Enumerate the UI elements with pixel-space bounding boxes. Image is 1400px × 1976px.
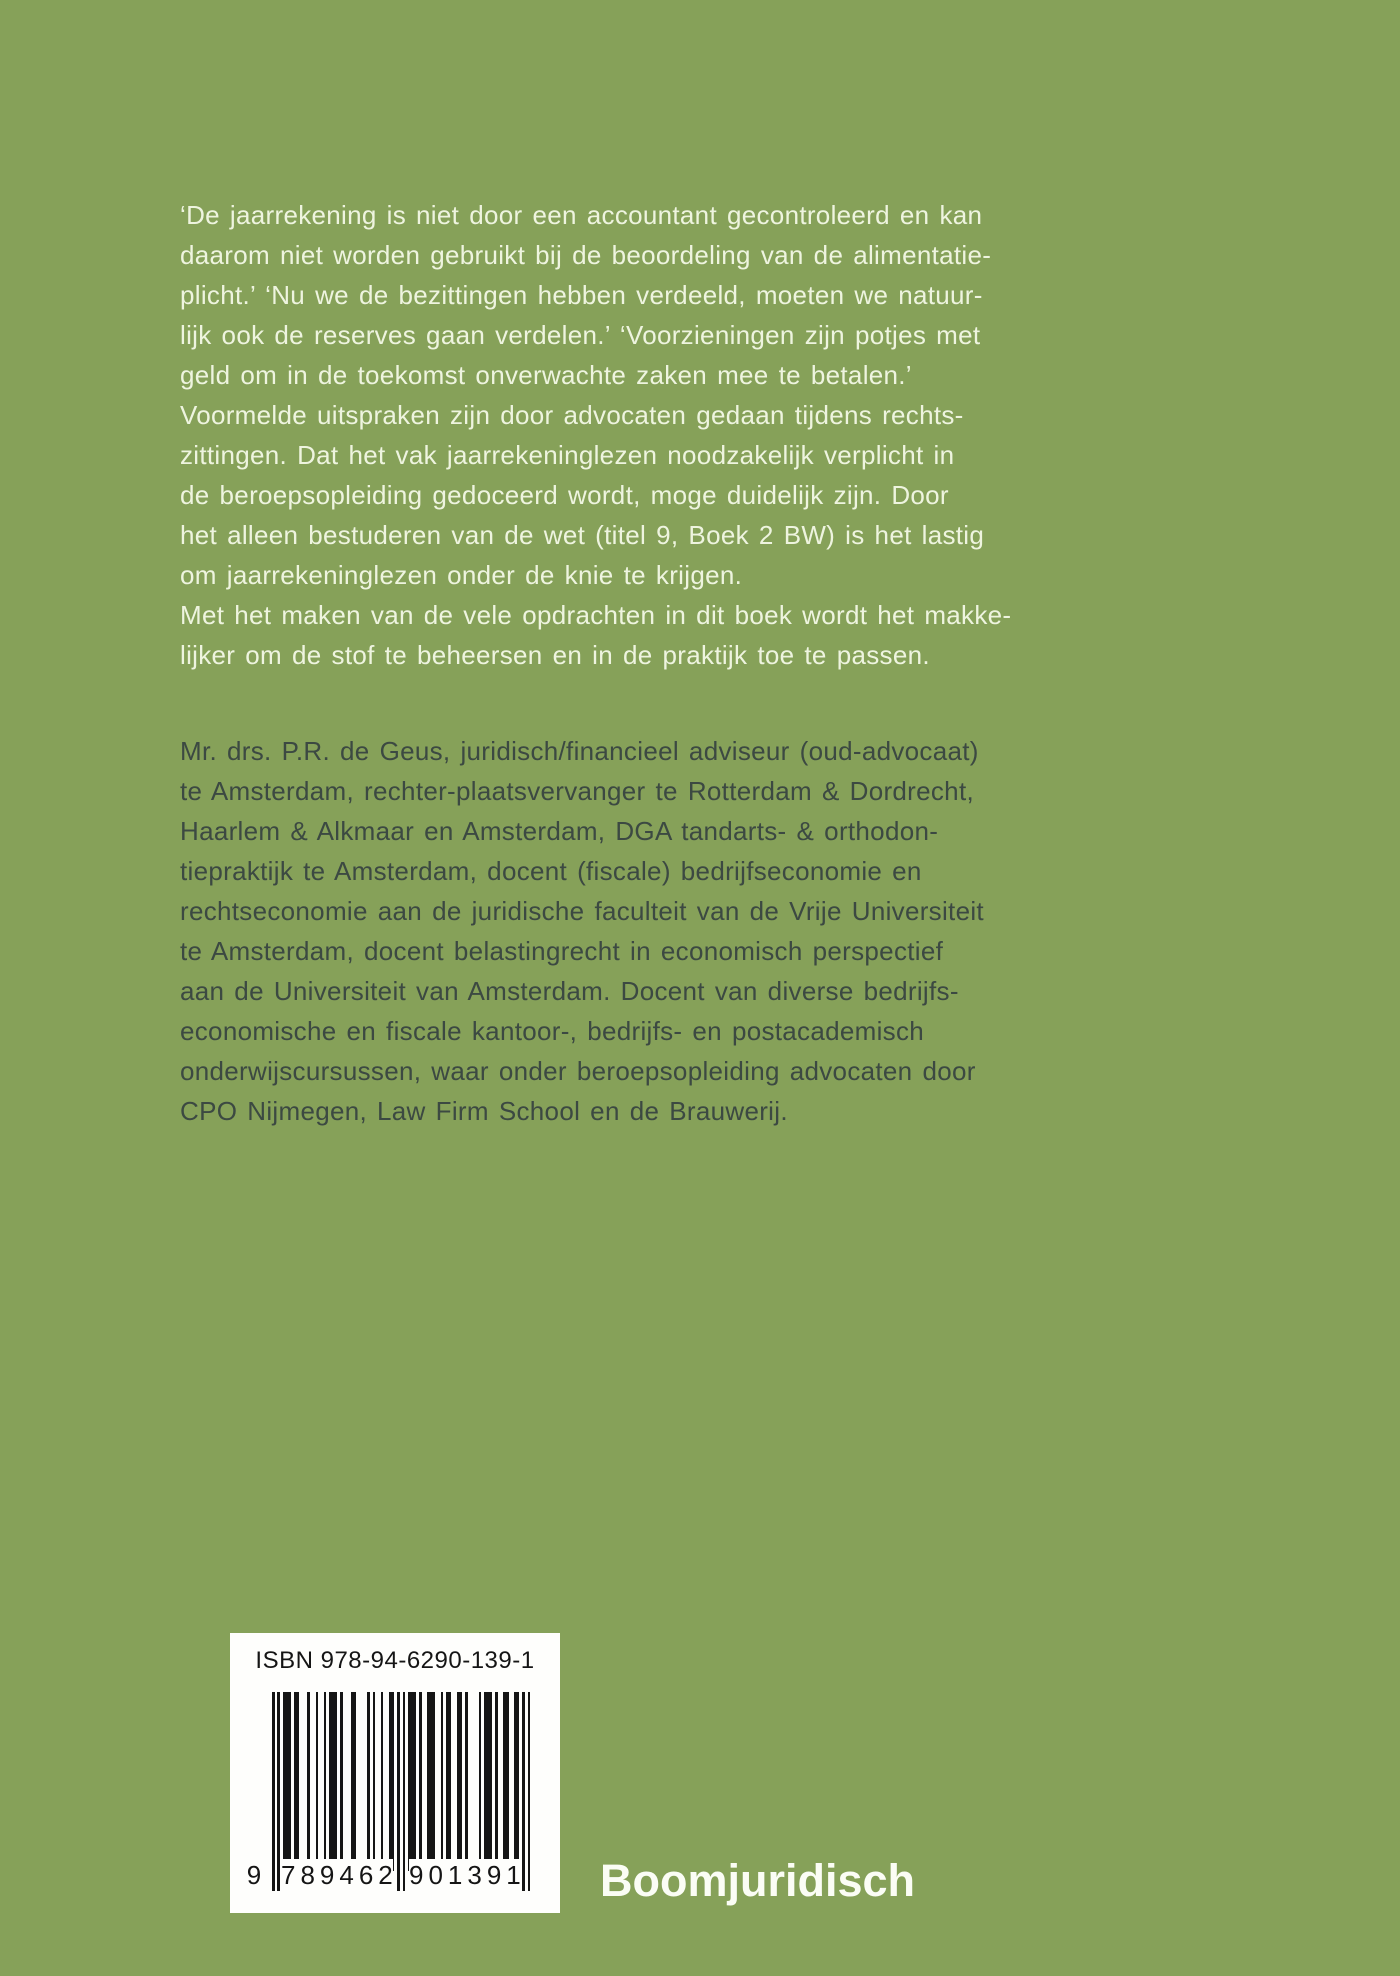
quote-line: Met het maken van de vele opdrachten in dit boek wordt het makke- [180, 600, 1012, 630]
quote-line: lijk ook de reserves gaan verdelen.’ ‘Voorzieningen zijn potjes met [180, 320, 981, 350]
quote-line: lijker om de stof te beheersen en in de praktijk toe te passen. [180, 640, 930, 670]
isbn-label: ISBN 978-94-6290-139-1 [255, 1647, 535, 1674]
quote-line: het alleen bestuderen van de wet (titel 9, Boek 2 BW) is het lastig [180, 520, 985, 550]
author-bio-line: Mr. drs. P.R. de Geus, juridisch/financieel adviseur (oud-advocaat) [180, 736, 979, 766]
author-bio-line: Haarlem & Alkmaar en Amsterdam, DGA tandarts- & orthodon- [180, 816, 939, 846]
barcode-digit-group-right: 901391 [409, 1860, 526, 1890]
back-cover-text-block [180, 195, 1012, 1131]
quote-line: plicht.’ ‘Nu we de bezittingen hebben verdeeld, moeten we natuur- [180, 280, 983, 310]
quote-line: de beroepsopleiding gedoceerd wordt, moge duidelijk zijn. Door [180, 480, 949, 510]
author-bio-line: onderwijscursussen, waar onder beroepsopleiding advocaten door [180, 1056, 976, 1086]
quote-line: daarom niet worden gebruikt bij de beoordeling van de alimentatie- [180, 240, 992, 270]
quote-line: zittingen. Dat het vak jaarrekeninglezen noodzakelijk verplicht in [180, 440, 955, 470]
isbn-barcode-panel [230, 1633, 560, 1913]
author-bio-paragraph [180, 731, 984, 1131]
author-bio-line: te Amsterdam, docent belastingrecht in economisch perspectief [180, 936, 944, 966]
author-bio-line: rechtseconomie aan de juridische faculteit van de Vrije Universiteit [180, 896, 984, 926]
quote-paragraph [180, 195, 1012, 675]
barcode-digit-group-left: 789462 [281, 1860, 398, 1890]
author-bio-line: te Amsterdam, rechter-plaatsvervanger te Rotterdam & Dordrecht, [180, 776, 974, 806]
barcode-digits [230, 1859, 560, 1893]
author-bio-line: aan de Universiteit van Amsterdam. Docent van diverse bedrijfs- [180, 976, 959, 1006]
quote-line: ‘De jaarrekening is niet door een accountant gecontroleerd en kan [180, 200, 983, 230]
quote-line: om jaarrekeninglezen onder de knie te krijgen. [180, 560, 743, 590]
quote-line: geld om in de toekomst onverwachte zaken mee te betalen.’ [180, 360, 912, 390]
author-bio-line: tiepraktijk te Amsterdam, docent (fiscale) bedrijfseconomie en [180, 856, 922, 886]
publisher-logo: Boomjuridisch [600, 1855, 916, 1906]
quote-line: Voormelde uitspraken zijn door advocaten gedaan tijdens rechts- [180, 400, 964, 430]
barcode-digit-group-first: 9 [242, 1859, 266, 1891]
author-bio-line: CPO Nijmegen, Law Firm School en de Brauwerij. [180, 1096, 788, 1126]
author-bio-line: economische en fiscale kantoor-, bedrijfs- en postacademisch [180, 1016, 925, 1046]
